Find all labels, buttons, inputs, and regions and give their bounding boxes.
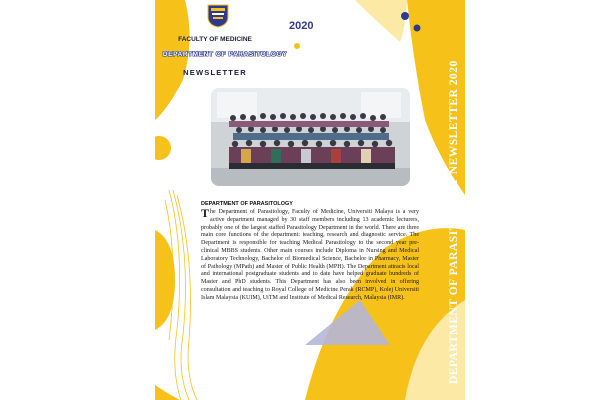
article-heading: DEPARTMENT OF PARASITOLOGY <box>201 201 293 207</box>
newsletter-label: NEWSLETTER <box>183 68 247 77</box>
newsletter-year: 2020 <box>289 20 314 32</box>
vertical-title-text: DEPARTMENT OF PARASITOLGOY NEWSLETTER 2020 <box>448 60 460 384</box>
university-crest-icon <box>207 4 229 28</box>
department-name: DEPARTMENT OF PARASITOLOGY <box>162 51 288 58</box>
page-decoration <box>155 0 465 400</box>
article-body: The Department of Parasitology, Faculty of Medicine, Universiti Malaya is a very active department managed by 30 staff members including 13 academic lecturers, probably one of the largest staffed Parasitology Department in the world. There are three main core functions of the department: teaching, research and diagnostic service. The Department is responsible for teaching Medical Parasitology to the second year pre-clinical MBBS students. Other main courses include Diploma in Nursing and Medical Laboratory Technology, Bachelor of Biomedical Science, Bachelor in Pharmacy, Master of Pathology (MPath) and Master of Public Health (MPH). The Department attracts local and international postgraduate students and to date have helped graduate hundreds of Master and PhD students. This Department has also been involved in offering consultation and teaching to Royal College of Medicine Perak (RCMP), Kolej Universiti Islam Malaysia (KUIM), UiTM and Institute of Medical Research, Malaysia (IMR). <box>201 206 419 301</box>
newsletter-page <box>155 0 465 400</box>
faculty-name: FACULTY OF MEDICINE <box>178 36 252 43</box>
group-photo <box>211 88 410 186</box>
